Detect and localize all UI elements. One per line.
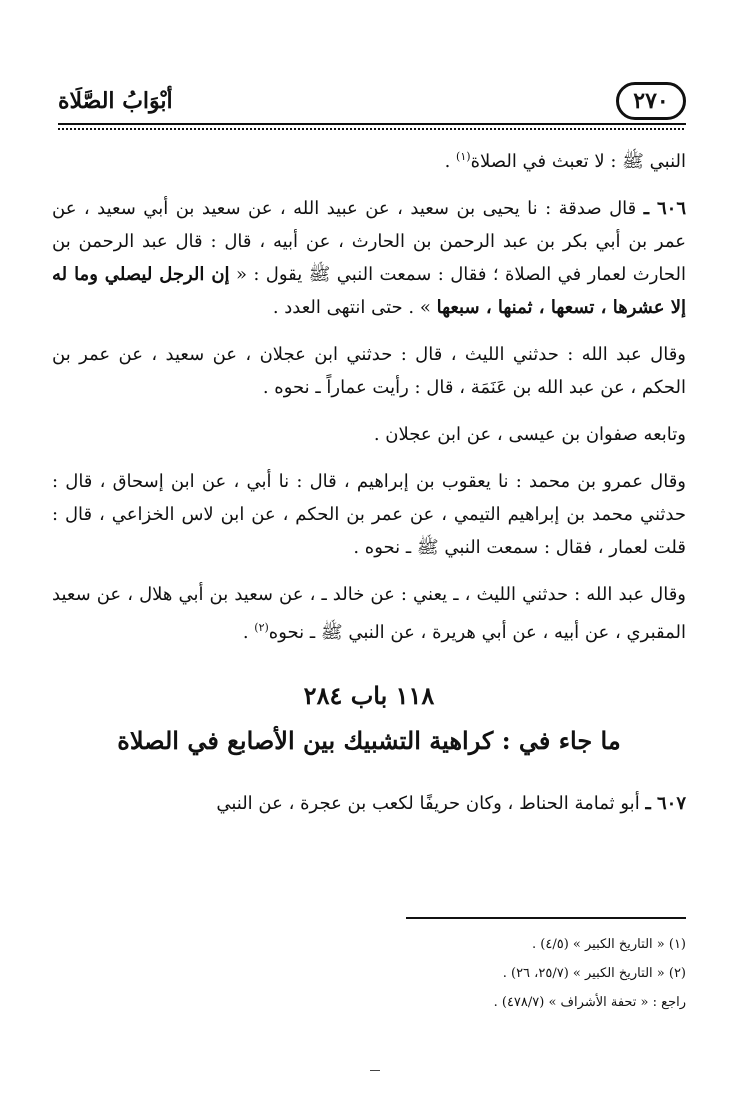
hadith-number-606: ٦٠٦ ـ <box>643 198 686 219</box>
intro-text: النبي ﷺ : لا تعبث في الصلاة <box>470 151 686 172</box>
chapter-title: ما جاء في : كراهية التشبيك بين الأصابع في الصلاة <box>117 726 621 755</box>
hadith-number-607: ٦٠٧ ـ <box>645 793 686 814</box>
hadith-606 <box>52 192 686 324</box>
hadith-607-text: أبو ثمامة الحناط ، وكان حريفًا لكعب بن عجرة ، عن النبي <box>216 793 640 814</box>
footnote-rule <box>406 917 686 919</box>
header-rule <box>58 123 686 131</box>
chain-layth: وقال عبد الله : حدثني الليث ، قال : حدثني ابن عجلان ، عن سعيد ، عن عمر بن الحكم ، عن عبد الله بن عَنَمَة ، قال : رأيت عماراً ـ نحوه . <box>52 344 686 398</box>
page-number: ٢٧٠ <box>616 82 686 120</box>
running-title: أبْوَابُ الصَّلَاة <box>58 88 173 114</box>
hadith-606-text: قال صدقة : نا يحيى بن سعيد ، عن عبيد الله ، عن سعيد بن أبي سعيد ، عن عمر بن أبي بكر بن عبد الرحمن بن الحارث ، عن أبيه ، قال : قال عبد الرحمن بن الحارث لعمار في الصلاة ؛ فقال : سمعت النبي ﷺ يقول : « <box>52 198 686 285</box>
footnote-ref-1: (١) <box>456 150 471 163</box>
footnote-3: راجع : « تحفة الأشراف » (٤٧٨/٧) . <box>493 995 686 1010</box>
hadith-607 <box>52 787 686 820</box>
page-header <box>58 82 686 126</box>
chain-abdallah <box>52 578 686 649</box>
page-mark <box>370 1070 380 1071</box>
hadith-606-matn: إن الرجل ليصلي وما له إلا عشرها ، تسعها ، ثمنها ، سبعها <box>52 264 686 318</box>
chain-amr: وقال عمرو بن محمد : نا يعقوب بن إبراهيم ، قال : نا أبي ، عن ابن إسحاق ، قال : حدثني محمد بن إبراهيم التيمي ، عن عمر بن الحكم ، عن ابن لاس الخزاعي ، قال : قلت لعمار ، فقال : سمعت النبي ﷺ ـ نحوه . <box>52 471 686 558</box>
chain-safwan: وتابعه صفوان بن عيسى ، عن ابن عجلان . <box>373 424 686 445</box>
footnotes <box>58 930 686 1017</box>
footnote-ref-2: (٢) <box>254 621 269 634</box>
chain-abdallah-text: وقال عبد الله : حدثني الليث ، ـ يعني : عن خالد ـ ، عن سعيد بن أبي هلال ، عن سعيد المقبري ، عن أبيه ، عن أبي هريرة ، عن النبي ﷺ ـ نحوه <box>52 584 686 643</box>
hadith-606-end: » . حتى انتهى العدد . <box>272 297 431 318</box>
footnote-2: (٢) « التاريخ الكبير » (٢٥/٧، ٢٦) . <box>502 966 686 981</box>
chapter-number: ١١٨ باب ٢٨٤ <box>303 681 435 710</box>
footnote-1: (١) « التاريخ الكبير » (٤/٥) . <box>532 937 686 952</box>
intro-line: النبي ﷺ : لا تعبث في الصلاة$^{(١)}$ . <box>444 150 686 172</box>
chain-abdallah-end: . <box>242 622 255 643</box>
main-text <box>52 140 686 834</box>
